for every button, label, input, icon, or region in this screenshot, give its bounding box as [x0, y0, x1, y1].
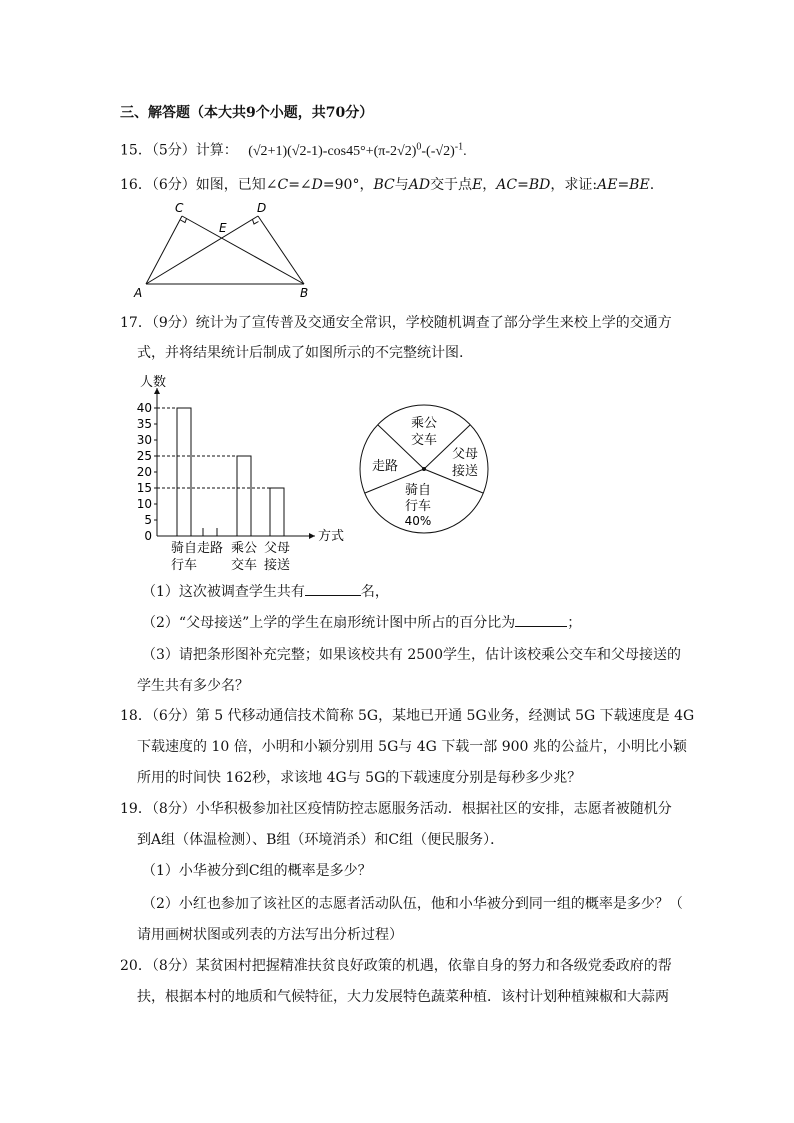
q17-line2: 式，并将结果统计后制成了如图所示的不完整统计图.: [137, 345, 464, 361]
q15-expression: $(√2+1)(√2-1)-\cos 45^\circ+(\pi-2√2)^0-(-√2)^{-1}$.: [248, 141, 467, 159]
right-angle-c: [181, 219, 187, 223]
x-axis-arrow: [309, 533, 315, 539]
segment-ac: [146, 216, 182, 284]
pie-label-bike-pct: 40%: [404, 514, 432, 528]
q17-line1: 17．（9分）统计为了宣传普及交通安全常识，学校随机调查了部分学生来校上学的交通方: [120, 315, 672, 331]
q19-sub2-line1: （2）小红也参加了该社区的志愿者活动队伍，他和小华被分到同一组的概率是多少？（: [142, 896, 683, 912]
x-axis-title: 方式: [318, 529, 345, 544]
y-tick-label-20: 20: [136, 465, 152, 479]
q18-line3: 所用的时间快 162秒，求该地 4G与 5G的下载速度分别是每秒多少兆？: [137, 770, 582, 786]
bar-chart: [130, 368, 370, 576]
y-tick-label-15: 15: [136, 481, 152, 495]
right-angle-d: [253, 220, 259, 225]
q19-line1: 19．（8分）小华积极参加社区疫情防控志愿服务活动．根据社区的安排，志愿者被随机分: [120, 801, 672, 817]
segment-cb: [182, 216, 304, 284]
x-cat-label-3-line1: 父母: [263, 541, 291, 556]
y-tick-label-40: 40: [136, 401, 152, 415]
q20-line1: 20．（8分）某贫困村把握精准扶贫良好政策的机遇，依靠自身的努力和各级党委政府的帮: [120, 958, 672, 974]
label-e: E: [219, 221, 227, 235]
q17-sub3-line1: （3）请把条形图补充完整；如果该校共有 2500学生，估计该校乘公交车和父母接送的: [142, 647, 681, 663]
x-cat-label-2-line1: 乘公: [230, 541, 258, 556]
q18-line1: 18．（6分）第 5 代移动通信技术简称 5G，某地已开通 5G业务，经测试 5G 下载速度是 4G: [120, 708, 695, 724]
x-cat-label-0-line2: 行车: [170, 558, 198, 573]
label-a: A: [134, 286, 143, 300]
section-title: 三、解答题（本大共9个小题，共70分）: [120, 105, 374, 121]
bar-0: [177, 408, 191, 536]
y-axis-title: 人数: [140, 375, 167, 390]
q19-line2: 到A组（体温检测）、B组（环境消杀）和C组（便民服务）．: [137, 832, 505, 848]
q16-triangle-figure: [130, 198, 320, 300]
y-tick-label-10: 10: [136, 497, 152, 511]
y-tick-label-25: 25: [136, 449, 152, 463]
q19-sub2-line2: 请用画树状图或列表的方法写出分析过程）: [137, 927, 403, 943]
y-tick-label-5: 5: [144, 513, 152, 527]
pie-label-parent-1: 父母: [451, 447, 479, 462]
q20-line2: 扶，根据本村的地质和气候特征，大力发展特色蔬菜种植．该村计划种植辣椒和大蒜两: [137, 989, 669, 1005]
q15-number: 15．: [120, 142, 152, 159]
q17-sub3-line2: 学生共有多少名？: [137, 678, 249, 694]
pie-label-bike-2: 行车: [404, 499, 432, 514]
x-cat-label-0-line1: 骑自: [170, 541, 198, 556]
label-c: C: [175, 201, 184, 215]
y-tick-label-35: 35: [136, 417, 152, 431]
x-cat-label-3-line2: 接送: [263, 558, 291, 573]
q17-sub1: （1）这次被调查学生共有 名，: [142, 581, 389, 602]
x-cat-label-1-line1: 走路: [196, 541, 224, 556]
q15-lead: 计算：: [195, 142, 238, 159]
pie-chart: [355, 400, 495, 540]
pie-center: [422, 467, 426, 471]
answer-blank-2[interactable]: [515, 612, 567, 627]
pie-label-walk: 走路: [371, 459, 399, 474]
q15-score: （5分）: [151, 142, 196, 159]
label-d: D: [257, 201, 267, 215]
q18-line2: 下载速度的 10 倍，小明和小颖分别用 5G与 4G 下载一部 900 兆的公益片，小明比小颖: [137, 739, 687, 755]
bar-2: [237, 456, 251, 536]
y-tick-label-0: 0: [144, 529, 152, 543]
pie-label-parent-2: 接送: [451, 464, 479, 479]
answer-blank-1[interactable]: [305, 581, 361, 596]
label-b: B: [300, 286, 309, 300]
q17-sub2: （2）“父母接送”上学的学生在扇形统计图中所占的百分比为 ；: [142, 612, 581, 633]
bar-3: [270, 488, 284, 536]
segment-ad: [146, 216, 258, 284]
pie-label-bus-1: 乘公: [410, 416, 438, 431]
pie-label-bus-2: 交车: [410, 433, 438, 448]
pie-label-bike-1: 骑自: [404, 483, 432, 498]
x-cat-label-2-line2: 交车: [230, 558, 258, 573]
segment-db: [258, 216, 304, 284]
y-tick-label-30: 30: [136, 433, 152, 447]
question-15: [120, 137, 467, 162]
q19-sub1: （1）小华被分到C组的概率是多少？: [142, 863, 372, 879]
question-16: 16．（6分）如图，已知∠C=∠D=90°，BC与AD交于点E，AC=BD，求证:AE=BE.: [120, 177, 655, 193]
